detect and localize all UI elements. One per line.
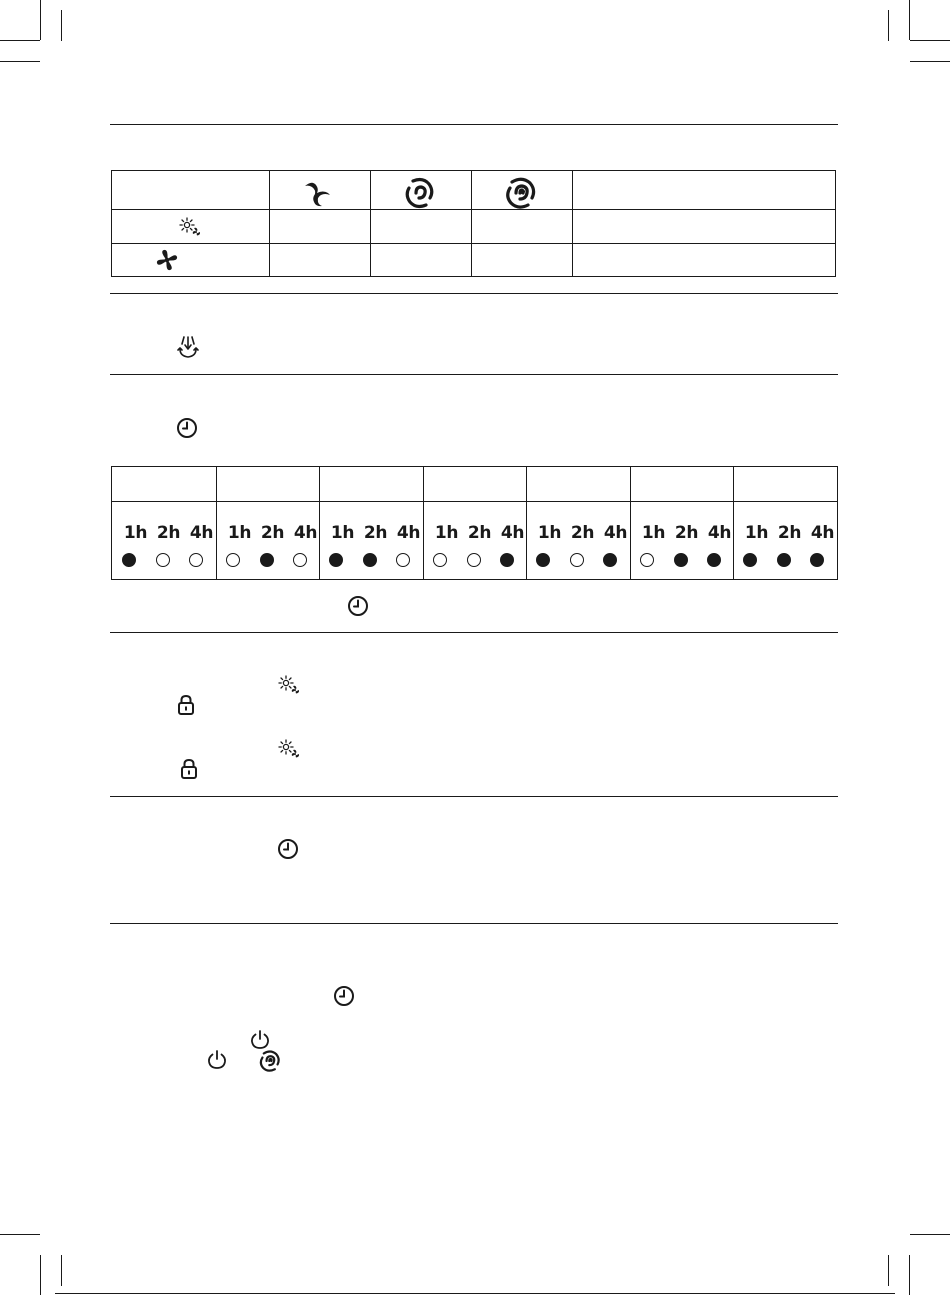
indicator-light-on bbox=[122, 553, 136, 567]
timer-hour-labels bbox=[423, 523, 534, 543]
timer-hour-label: 4h bbox=[810, 523, 835, 543]
timer-hour-label: 2h bbox=[570, 523, 595, 543]
crop-mark bbox=[909, 0, 910, 40]
crop-mark bbox=[0, 40, 40, 41]
timer-hour-label: 1h bbox=[330, 523, 355, 543]
auto-mode-icon bbox=[176, 334, 200, 360]
page-bottom-line bbox=[55, 1293, 895, 1294]
lock-icon bbox=[180, 758, 198, 780]
indicator-light-on bbox=[743, 553, 757, 567]
indicator-light-off bbox=[396, 553, 410, 567]
timer-hour-label: 1h bbox=[434, 523, 459, 543]
indicator-light-off bbox=[467, 553, 481, 567]
section-divider bbox=[110, 632, 838, 633]
timer-state-cell bbox=[112, 502, 216, 579]
timer-hour-label: 1h bbox=[227, 523, 252, 543]
speed-1-icon bbox=[303, 176, 333, 208]
section-divider bbox=[110, 796, 838, 797]
speed-3-icon bbox=[259, 1050, 281, 1072]
timer-hour-label: 4h bbox=[293, 523, 318, 543]
power-icon bbox=[249, 1029, 271, 1051]
timer-icon bbox=[347, 595, 369, 617]
section-divider bbox=[110, 293, 838, 294]
timer-hour-label: 4h bbox=[707, 523, 732, 543]
table-column-divider bbox=[572, 171, 573, 276]
crop-mark bbox=[910, 1234, 950, 1235]
crop-mark bbox=[909, 1255, 910, 1295]
timer-icon bbox=[277, 838, 299, 860]
timer-hour-labels bbox=[216, 523, 327, 543]
indicator-light-on bbox=[329, 553, 343, 567]
indicator-light-on bbox=[536, 553, 550, 567]
timer-state-cell bbox=[526, 502, 630, 579]
light-fan-icon bbox=[179, 217, 201, 237]
lock-icon bbox=[177, 694, 195, 716]
indicator-light-off bbox=[226, 553, 240, 567]
indicator-light-on bbox=[603, 553, 617, 567]
timer-hour-label: 1h bbox=[537, 523, 562, 543]
section-divider bbox=[110, 374, 838, 375]
table-row-divider bbox=[112, 243, 835, 244]
timer-hour-labels bbox=[630, 523, 741, 543]
light-fan-icon bbox=[278, 675, 300, 695]
timer-hour-label: 2h bbox=[156, 523, 181, 543]
timer-state-cell bbox=[630, 502, 734, 579]
timer-hour-label: 1h bbox=[641, 523, 666, 543]
crop-mark bbox=[61, 10, 62, 41]
timer-hour-labels bbox=[526, 523, 637, 543]
crop-mark bbox=[888, 1255, 889, 1286]
indicator-light-off bbox=[156, 553, 170, 567]
table-column-divider bbox=[471, 171, 472, 276]
timer-state-cell bbox=[423, 502, 527, 579]
crop-mark bbox=[0, 1234, 40, 1235]
fan-icon bbox=[156, 249, 178, 271]
timer-hour-label: 2h bbox=[363, 523, 388, 543]
indicator-light-on bbox=[363, 553, 377, 567]
timer-hour-label: 2h bbox=[674, 523, 699, 543]
timer-hour-labels bbox=[319, 523, 430, 543]
timer-hour-label: 4h bbox=[189, 523, 214, 543]
indicator-light-on bbox=[777, 553, 791, 567]
speed-3-icon bbox=[506, 177, 536, 209]
indicator-light-on bbox=[674, 553, 688, 567]
timer-state-cell bbox=[733, 502, 837, 579]
power-icon bbox=[206, 1049, 228, 1071]
indicator-light-on bbox=[500, 553, 514, 567]
crop-mark bbox=[888, 10, 889, 41]
timer-hour-label: 2h bbox=[777, 523, 802, 543]
mode-table bbox=[111, 170, 836, 277]
speed-2-icon bbox=[405, 177, 435, 209]
indicator-light-off bbox=[570, 553, 584, 567]
indicator-light-off bbox=[640, 553, 654, 567]
section-divider bbox=[110, 923, 838, 924]
indicator-light-on bbox=[260, 553, 274, 567]
timer-hour-label: 1h bbox=[744, 523, 769, 543]
timer-state-cell bbox=[216, 502, 320, 579]
crop-mark bbox=[0, 61, 40, 62]
table-row-divider bbox=[112, 209, 835, 210]
indicator-light-on bbox=[707, 553, 721, 567]
crop-mark bbox=[61, 1255, 62, 1286]
section-divider bbox=[110, 124, 838, 125]
crop-mark bbox=[910, 61, 950, 62]
indicator-light-off bbox=[189, 553, 203, 567]
indicator-light-on bbox=[810, 553, 824, 567]
light-fan-icon bbox=[278, 739, 300, 759]
timer-hour-label: 2h bbox=[467, 523, 492, 543]
indicator-light-off bbox=[433, 553, 447, 567]
timer-indicator-table bbox=[111, 466, 838, 580]
timer-hour-labels bbox=[112, 523, 223, 543]
timer-hour-labels bbox=[733, 523, 844, 543]
timer-hour-label: 4h bbox=[396, 523, 421, 543]
crop-mark bbox=[40, 0, 41, 40]
timer-hour-label: 1h bbox=[123, 523, 148, 543]
timer-hour-label: 4h bbox=[603, 523, 628, 543]
indicator-light-off bbox=[293, 553, 307, 567]
timer-hour-label: 4h bbox=[500, 523, 525, 543]
crop-mark bbox=[40, 1255, 41, 1295]
timer-icon bbox=[176, 417, 198, 439]
timer-icon bbox=[333, 985, 355, 1007]
crop-mark bbox=[910, 40, 950, 41]
timer-state-cell bbox=[319, 502, 423, 579]
table-column-divider bbox=[370, 171, 371, 276]
table-column-divider bbox=[269, 171, 270, 276]
timer-hour-label: 2h bbox=[260, 523, 285, 543]
